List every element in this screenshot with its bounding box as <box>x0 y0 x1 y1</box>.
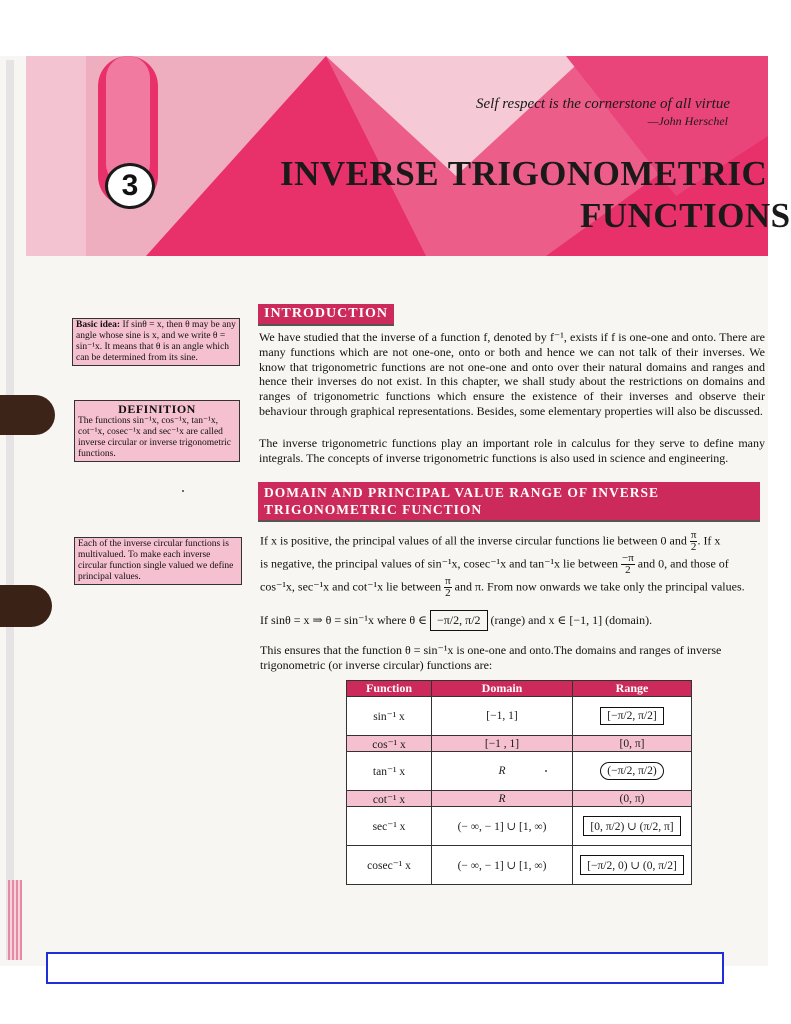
cell-function: cot⁻¹ x <box>347 791 432 807</box>
domain-line3-end: and π. From now onwards we take only the principal values. <box>454 579 745 594</box>
range-bracket: −π/2, π/2 <box>430 610 488 631</box>
cell-domain: R <box>432 752 573 791</box>
speck <box>182 490 184 492</box>
definition-title: DEFINITION <box>118 402 196 416</box>
selection-box <box>46 952 724 984</box>
cell-range <box>573 752 692 791</box>
domain-line6: trigonometric (or inverse circular) functions are: <box>260 658 493 672</box>
header-function: Function <box>347 681 432 697</box>
domain-heading-line2: TRIGONOMETRIC FUNCTION <box>264 502 483 517</box>
range-value: [−π/2, 0) ∪ (0, π/2] <box>580 855 684 875</box>
definition-text: The functions sin⁻¹x, cos⁻¹x, tan⁻¹x, cot⁻¹x, cosec⁻¹x and sec⁻¹x are called inverse circular or inverse trigonometric functions. <box>78 416 231 459</box>
domain-line2-text: is negative, the principal values of sin⁻¹x, cosec⁻¹x and tan⁻¹x lie between <box>260 556 619 571</box>
domain-line1-end: . If x <box>697 533 721 548</box>
cell-range <box>573 846 692 885</box>
page-edge-stripes <box>8 880 22 960</box>
introduction-para1: We have studied that the inverse of a function f, denoted by f⁻¹, exists if f is one-one and onto. There are many functions which are not one-one, onto or both and hence we can not talk of their inverses. We know that trigonometric functions are not one-one and onto over their natural domains and ranges and hence their inverses do not exist. In this chapter, we shall study about the restrictions on domains and ranges of trigonometric functions which ensure the existence of their inverses and observe their behaviour through graphical representations. Besides, some elementary properties will also be discussed. <box>259 330 765 418</box>
domain-section-heading <box>258 482 760 522</box>
table-row <box>347 736 692 752</box>
cell-domain: [−1, 1] <box>432 697 573 736</box>
domain-line2-end: and 0, and those of <box>637 556 729 571</box>
page-edge <box>6 60 14 960</box>
cell-function: sin⁻¹ x <box>347 697 432 736</box>
definition-note <box>74 400 240 462</box>
fraction-pi-over-2: $\frac{\pi}{2}$ <box>445 575 451 599</box>
domain-line4-end: (range) and x ∈ [−1, 1] (domain). <box>490 613 653 627</box>
chapter-title-line1: INVERSE TRIGONOMETRIC <box>280 154 768 193</box>
domain-line1-text: If x is positive, the principal values of all the inverse circular functions lie between 0 and <box>260 533 687 548</box>
fraction-neg-pi-over-2: $\frac{-\pi}{2}$ <box>622 552 634 576</box>
chapter-quote: Self respect is the cornerstone of all virtue <box>476 96 730 112</box>
cell-domain: [−1 , 1] <box>432 736 573 752</box>
cell-function: sec⁻¹ x <box>347 807 432 846</box>
domain-line2 <box>260 553 729 576</box>
multivalued-note: Each of the inverse circular functions is multivalued. To make each inverse circular function single valued we define principal values. <box>74 537 242 585</box>
table-row <box>347 791 692 807</box>
domain-line4 <box>260 610 652 631</box>
speck <box>545 770 547 772</box>
basic-idea-note <box>72 318 240 366</box>
header-range: Range <box>573 681 692 697</box>
chapter-title-line2: FUNCTIONS <box>580 196 791 235</box>
cell-domain: (− ∞, − 1] ∪ [1, ∞) <box>432 846 573 885</box>
finger-top <box>0 395 55 435</box>
domain-line3 <box>260 576 745 599</box>
range-value: [0, π/2) ∪ (π/2, π] <box>583 816 680 836</box>
finger-bottom <box>0 585 52 627</box>
table-row <box>347 752 692 791</box>
cell-function: cosec⁻¹ x <box>347 846 432 885</box>
domain-line1 <box>260 530 720 553</box>
chapter-number: 3 <box>105 163 155 209</box>
quote-author: —John Herschel <box>647 114 728 128</box>
cell-range <box>573 807 692 846</box>
range-value: (−π/2, π/2) <box>600 762 663 780</box>
cell-function: tan⁻¹ x <box>347 752 432 791</box>
basic-idea-text: If sinθ = x, then θ may be any angle whose sine is x, and we write θ = sin⁻¹x. It means that θ is an angle which can be determined from its sine. <box>76 320 236 363</box>
introduction-para2: The inverse trigonometric functions play an important role in calculus for they serve to define many integrals. The concepts of inverse trigonometric functions is also used in science and engineering. <box>259 436 765 465</box>
domain-line4-text: If sinθ = x ⇒ θ = sin⁻¹x where θ ∈ <box>260 613 427 627</box>
domain-line5: This ensures that the function θ = sin⁻¹x is one-one and onto.The domains and ranges of inverse <box>260 643 722 657</box>
cell-range: [0, π] <box>573 736 692 752</box>
table-row <box>347 697 692 736</box>
cell-domain: (− ∞, − 1] ∪ [1, ∞) <box>432 807 573 846</box>
introduction-heading: INTRODUCTION <box>258 304 394 326</box>
domain-heading-line1: DOMAIN AND PRINCIPAL VALUE RANGE OF INVERSE <box>264 485 660 500</box>
cell-range: (0, π) <box>573 791 692 807</box>
cell-function: cos⁻¹ x <box>347 736 432 752</box>
table-row <box>347 846 692 885</box>
range-value: [−π/2, π/2] <box>600 707 663 725</box>
domain-range-table <box>346 680 692 885</box>
header-domain: Domain <box>432 681 573 697</box>
table-row <box>347 807 692 846</box>
basic-idea-label: Basic idea: <box>76 320 121 330</box>
table-header-row <box>347 681 692 697</box>
cell-domain: R <box>432 791 573 807</box>
domain-line3-text: cos⁻¹x, sec⁻¹x and cot⁻¹x lie between <box>260 579 442 594</box>
cell-range <box>573 697 692 736</box>
fraction-pi-over-2: $\frac{\pi}{2}$ <box>690 529 697 553</box>
